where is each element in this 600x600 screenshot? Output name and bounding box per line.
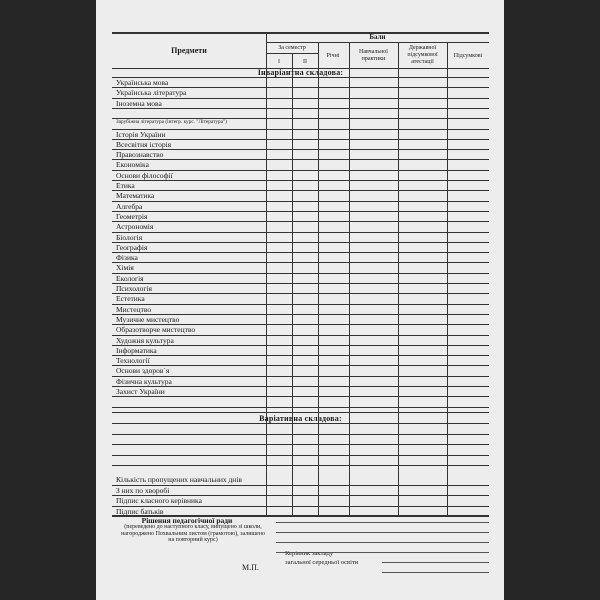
table-rule xyxy=(112,376,489,377)
table-rule xyxy=(112,139,489,140)
principal-line-1: Керівник закладу xyxy=(285,550,334,557)
principal-signature-line[interactable] xyxy=(382,572,489,573)
table-rule xyxy=(112,335,489,336)
subject-name: Геометрія xyxy=(116,211,148,221)
decision-line[interactable] xyxy=(276,532,489,533)
subject-name: Астрономія xyxy=(116,222,154,232)
table-rule xyxy=(112,159,489,160)
table-rule xyxy=(112,211,489,212)
state-attestation-header: Державної підсумкової атестації xyxy=(407,45,438,65)
subject-name: Іноземна мова xyxy=(116,98,162,108)
subject-name: Естетика xyxy=(116,294,145,304)
table-rule xyxy=(112,345,489,346)
subject-name: Фізика xyxy=(116,253,138,263)
subject-name: Образотворче мистецтво xyxy=(116,325,196,335)
table-rule xyxy=(112,396,489,397)
subject-name: Художня культура xyxy=(116,335,174,345)
subject-name: Всесвітня історія xyxy=(116,139,172,149)
table-rule xyxy=(112,221,489,222)
table-rule xyxy=(112,180,489,181)
table-rule xyxy=(112,407,489,408)
subject-name: Захист України xyxy=(116,387,165,396)
subject-name: Економіка xyxy=(116,160,149,170)
subject-name: Технології xyxy=(116,356,150,366)
table-rule xyxy=(112,232,489,233)
subject-name: Фізична культура xyxy=(116,376,172,386)
table-rule xyxy=(112,365,489,366)
subjects-header: Предмети xyxy=(171,46,207,55)
decision-line[interactable] xyxy=(276,542,489,543)
table-rule xyxy=(112,283,489,284)
table-rule xyxy=(112,324,489,325)
subject-name: Історія України xyxy=(116,129,166,139)
table-rule xyxy=(112,412,489,413)
subject-name: Основи філософії xyxy=(116,170,173,180)
decision-title: Рішення педагогічної ради xyxy=(141,516,233,525)
subject-name: Географія xyxy=(116,242,148,252)
subject-name: Екологія xyxy=(116,273,144,283)
table-rule xyxy=(112,386,489,387)
attendance-row-label: З них по хворобі xyxy=(116,485,170,495)
subject-name: Етика xyxy=(116,181,135,190)
table-column-line xyxy=(292,53,293,515)
table-rule xyxy=(112,98,489,99)
table-rule xyxy=(112,273,489,274)
invariant-section-title: Інваріантна складова: xyxy=(257,68,344,77)
semester-1-header: І xyxy=(278,59,280,65)
table-rule xyxy=(112,444,489,445)
subject-name: Алгебра xyxy=(116,201,143,211)
subject-name: Зарубіжна література (інтегр. курс. "Література") xyxy=(116,119,227,126)
annual-header: Річні xyxy=(326,53,340,59)
subject-name: Біологія xyxy=(116,232,143,242)
decision-line[interactable] xyxy=(276,522,489,523)
final-header: Підсумкові xyxy=(453,53,483,59)
table-rule xyxy=(112,506,489,507)
table-rule xyxy=(112,149,489,150)
table-rule xyxy=(112,170,489,171)
decision-line[interactable] xyxy=(276,552,489,553)
table-rule xyxy=(112,455,489,456)
principal-line-2: загальної середньої освіти xyxy=(285,559,359,566)
practice-header: Навчальної практики xyxy=(359,49,388,62)
subject-name: Основи здоров`я xyxy=(116,366,170,376)
principal-signature-line[interactable] xyxy=(382,562,489,563)
table-rule xyxy=(112,262,489,263)
table-column-line xyxy=(447,42,448,515)
table-rule xyxy=(112,293,489,294)
table-rule xyxy=(112,118,489,119)
table-rule xyxy=(112,434,489,435)
table-rule xyxy=(112,77,489,78)
subject-name: Українська мова xyxy=(116,78,169,87)
subject-name: Психологія xyxy=(116,284,152,293)
subject-name: Хімія xyxy=(116,263,134,273)
subject-name: Інформатика xyxy=(116,345,157,355)
table-rule xyxy=(112,423,489,424)
semester-header: За семестр xyxy=(278,45,306,51)
table-rule xyxy=(112,68,489,69)
report-card-page xyxy=(112,28,489,588)
table-rule xyxy=(112,129,489,130)
variative-section-title: Варіативна складова: xyxy=(259,414,342,423)
subject-name: Математика xyxy=(116,191,155,201)
table-rule xyxy=(112,108,489,109)
subject-name: Мистецтво xyxy=(116,304,152,314)
semester-2-header: ІІ xyxy=(303,59,307,65)
stamp-label: М.П. xyxy=(242,563,259,572)
table-rule xyxy=(112,355,489,356)
table-column-line xyxy=(266,32,267,515)
decision-description: (переведено до наступного класу, випущено зі школи, нагороджено Похвальним листом (грамотою), залишено на повторний курс) xyxy=(121,524,265,544)
table-rule xyxy=(112,252,489,253)
table-column-line xyxy=(349,42,350,515)
subject-name: Музичне мистецтво xyxy=(116,314,180,324)
attendance-row-label: Підпис батьків xyxy=(116,506,164,516)
table-rule xyxy=(112,87,489,88)
table-rule xyxy=(112,314,489,315)
table-column-line xyxy=(318,42,319,515)
table-column-line xyxy=(398,42,399,515)
attendance-row-label: Кількість пропущених навчальних днів xyxy=(116,475,242,484)
table-rule xyxy=(112,201,489,202)
attendance-row-label: Підпис класного керівника xyxy=(116,496,202,505)
subject-name: Правознавство xyxy=(116,150,164,160)
table-rule xyxy=(112,304,489,305)
bali-header: Бали xyxy=(369,33,386,41)
table-rule xyxy=(112,190,489,191)
table-rule xyxy=(112,242,489,243)
subject-name: Українська література xyxy=(116,88,187,98)
table-rule xyxy=(112,465,489,466)
